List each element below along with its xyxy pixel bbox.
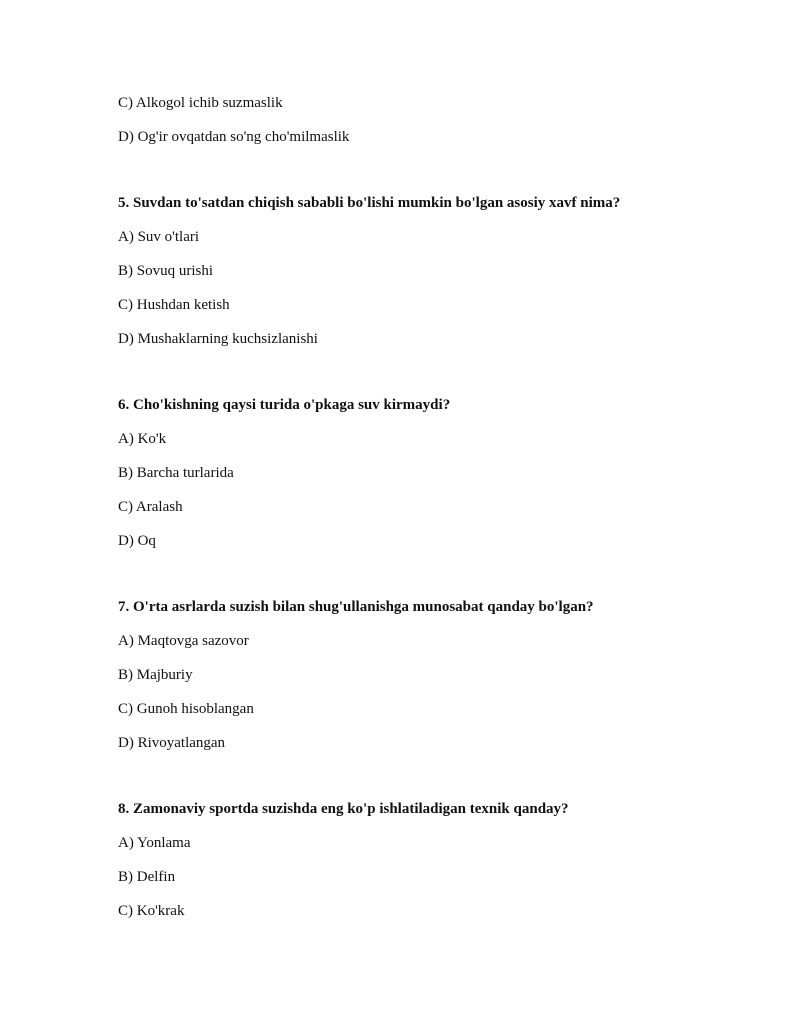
question-block-5	[118, 194, 718, 348]
answer-option: A) Maqtovga sazovor	[118, 633, 249, 649]
answer-option: A) Yonlama	[118, 835, 191, 851]
question-text: 6. Cho'kishning qaysi turida o'pkaga suv kirmaydi?	[118, 397, 451, 413]
answer-option: D) Rivoyatlangan	[118, 735, 226, 751]
question-text: 5. Suvdan to'satdan chiqish sababli bo'lishi mumkin bo'lgan asosiy xavf nima?	[118, 195, 621, 211]
spacer	[118, 162, 718, 194]
answer-option: C) Ko'krak	[118, 903, 185, 919]
question-block-6	[118, 396, 718, 550]
answer-option: A) Ko'k	[118, 431, 167, 447]
answer-option: D) Mushaklarning kuchsizlanishi	[118, 331, 318, 347]
spacer	[118, 364, 718, 396]
question-text: 8. Zamonaviy sportda suzishda eng ko'p ishlatiladigan texnik qanday?	[118, 801, 569, 817]
quiz-content	[118, 94, 718, 920]
question-text: 7. O'rta asrlarda suzish bilan shug'ullanishga munosabat qanday bo'lgan?	[118, 599, 594, 615]
answer-option: C) Gunoh hisoblangan	[118, 701, 254, 717]
question-block-7	[118, 598, 718, 752]
spacer	[118, 768, 718, 800]
answer-option: C) Hushdan ketish	[118, 297, 230, 313]
answer-option: B) Barcha turlarida	[118, 465, 234, 481]
answer-option: D) Oq	[118, 533, 156, 549]
answer-option: A) Suv o'tlari	[118, 229, 200, 245]
answer-option: B) Delfin	[118, 869, 176, 885]
answer-option: B) Sovuq urishi	[118, 263, 214, 279]
answer-option: D) Og'ir ovqatdan so'ng cho'milmaslik	[118, 129, 350, 145]
spacer	[118, 566, 718, 598]
question-block-8	[118, 800, 718, 920]
answer-option: C) Alkogol ichib suzmaslik	[118, 95, 283, 111]
answer-option: C) Aralash	[118, 499, 183, 515]
answer-option: B) Majburiy	[118, 667, 193, 683]
